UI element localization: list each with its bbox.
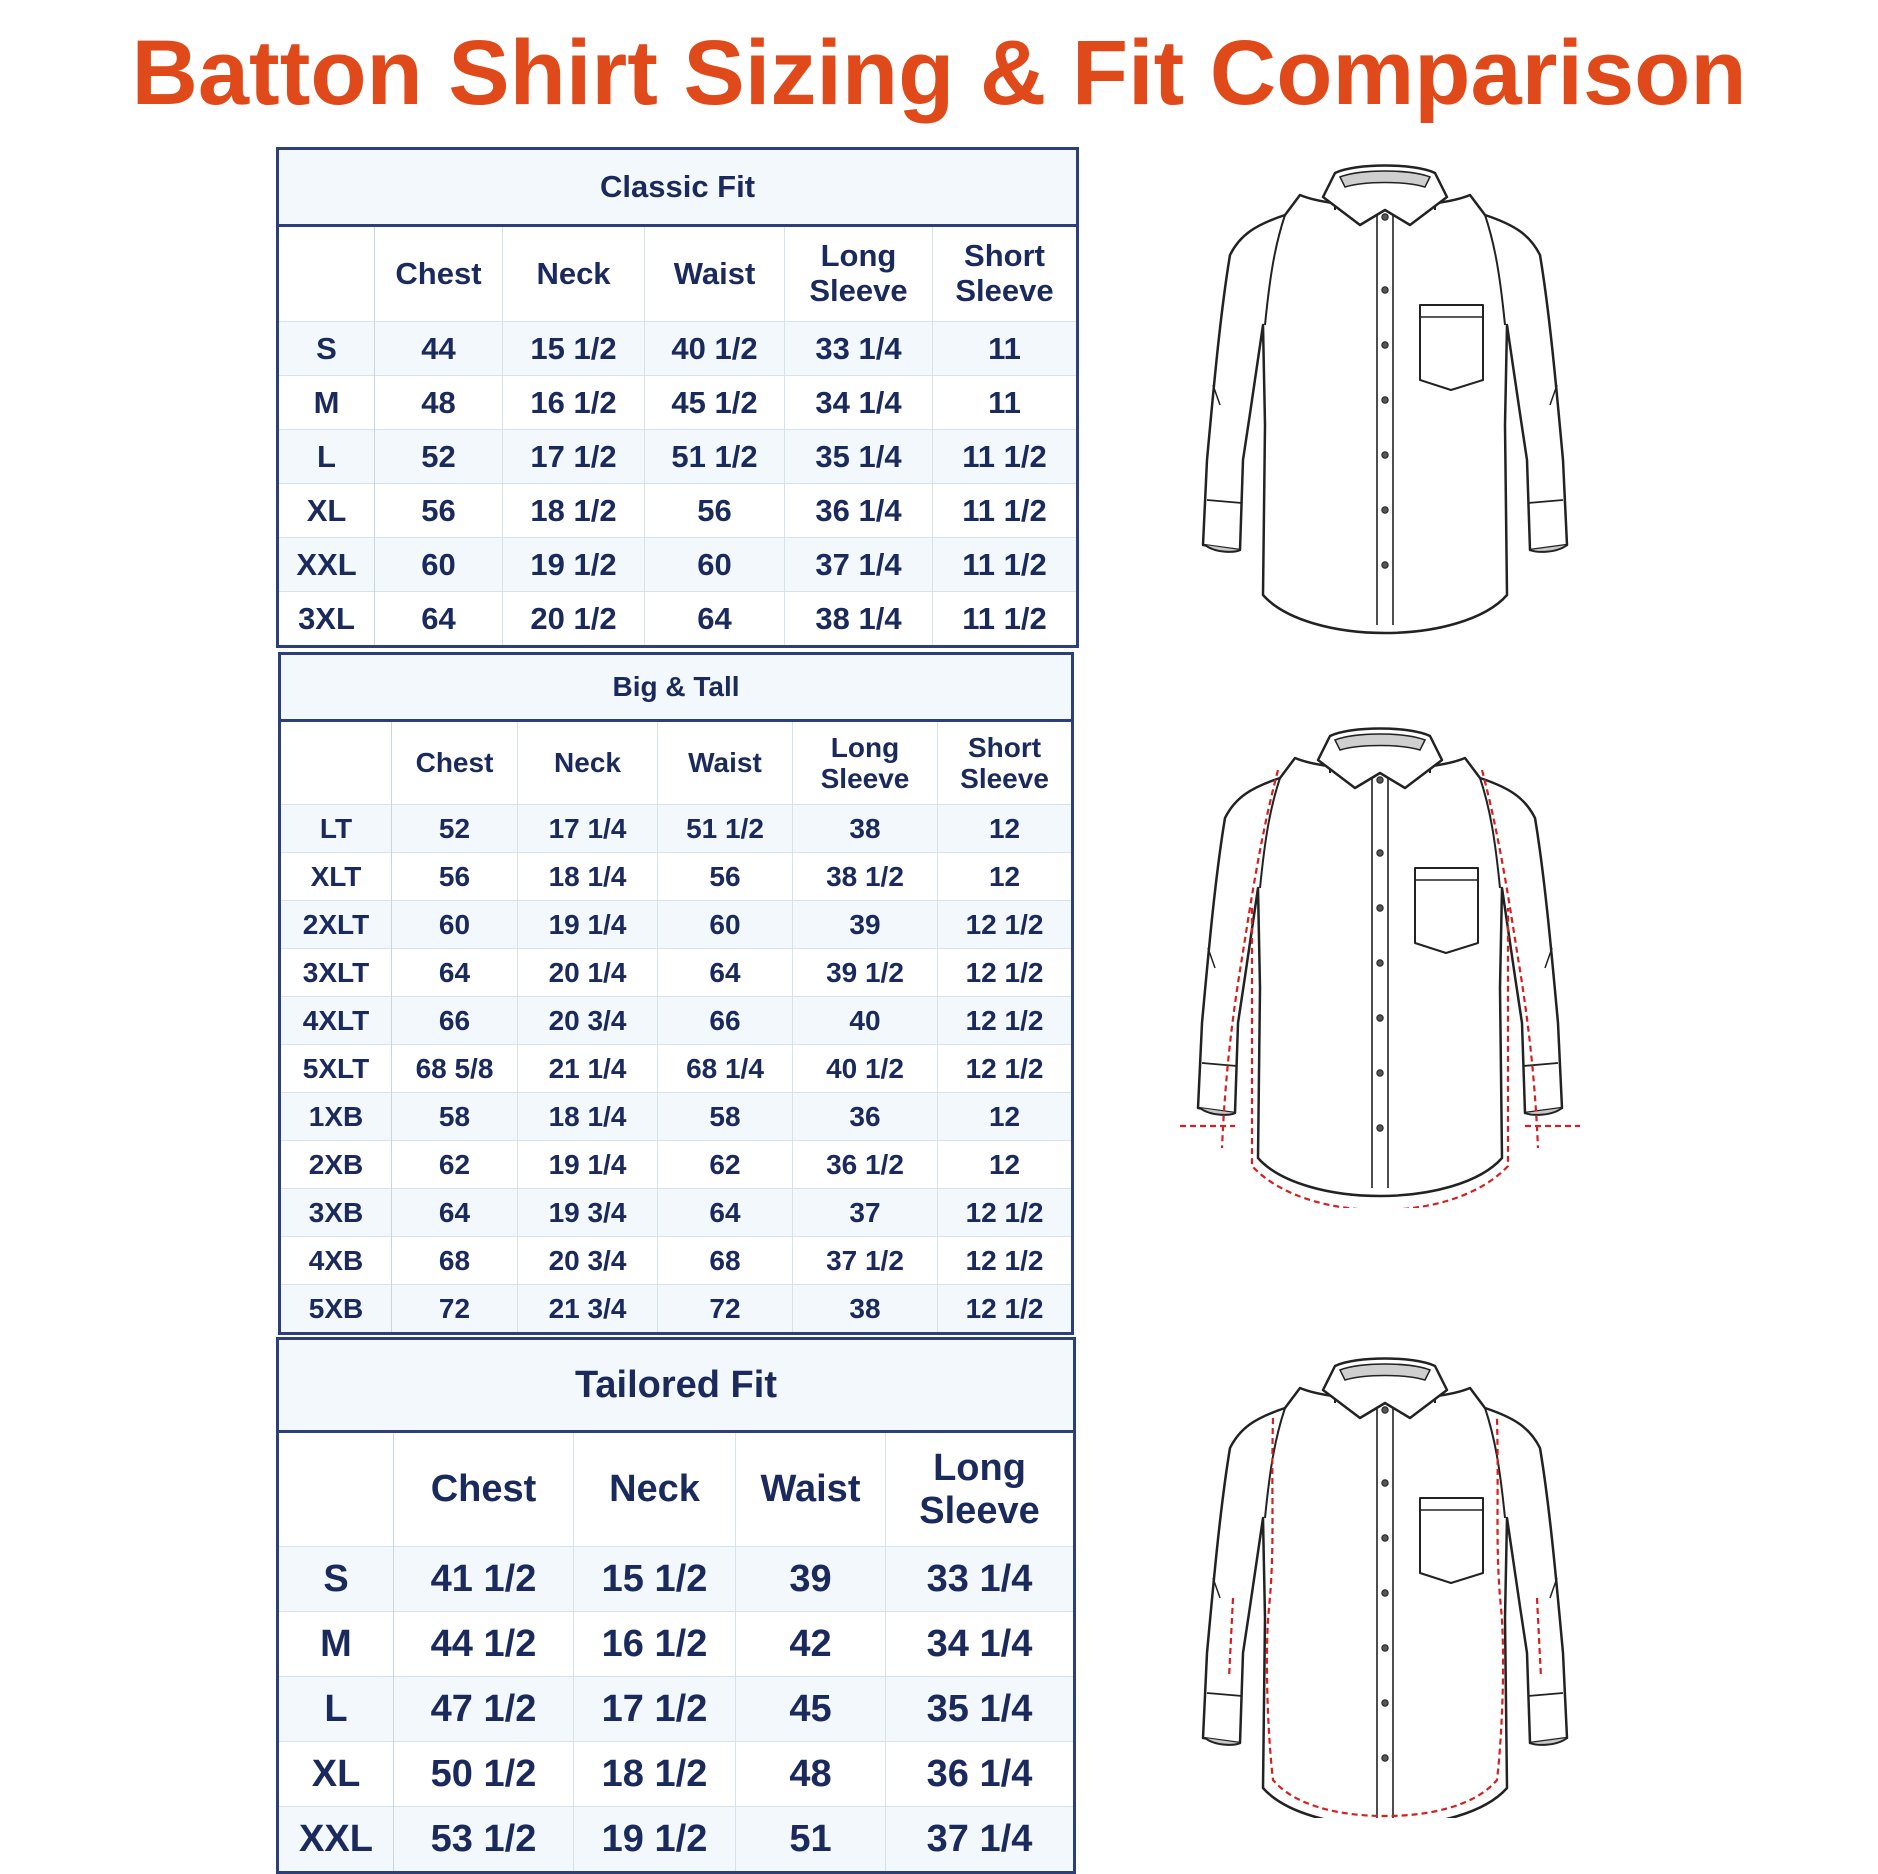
measurement-cell: 11 — [933, 376, 1078, 430]
measurement-cell: 33 1/4 — [785, 322, 933, 376]
measurement-cell: 15 1/2 — [574, 1547, 736, 1612]
measurement-cell: 36 1/4 — [785, 484, 933, 538]
measurement-cell: 41 1/2 — [394, 1547, 574, 1612]
measurement-cell: 18 1/4 — [518, 1093, 658, 1141]
measurement-cell: 47 1/2 — [394, 1677, 574, 1742]
measurement-cell: 39 — [736, 1547, 886, 1612]
size-label: L — [278, 430, 375, 484]
table-row — [280, 997, 1073, 1045]
table-row — [280, 805, 1073, 853]
column-header: Long Sleeve — [793, 721, 938, 805]
size-label: 2XLT — [280, 901, 392, 949]
table-row — [278, 1742, 1075, 1807]
measurement-cell: 64 — [645, 592, 785, 647]
measurement-cell: 12 1/2 — [938, 1045, 1073, 1093]
measurement-cell: 58 — [392, 1093, 518, 1141]
measurement-cell: 50 1/2 — [394, 1742, 574, 1807]
measurement-cell: 11 1/2 — [933, 430, 1078, 484]
measurement-cell: 11 — [933, 322, 1078, 376]
page-title: Batton Shirt Sizing & Fit Comparison — [131, 22, 1747, 124]
size-label: 4XLT — [280, 997, 392, 1045]
measurement-cell: 17 1/4 — [518, 805, 658, 853]
size-label: 2XB — [280, 1141, 392, 1189]
measurement-cell: 12 1/2 — [938, 1285, 1073, 1334]
size-label: 3XL — [278, 592, 375, 647]
measurement-cell: 36 1/2 — [793, 1141, 938, 1189]
measurement-cell: 64 — [658, 949, 793, 997]
measurement-cell: 72 — [392, 1285, 518, 1334]
measurement-cell: 40 1/2 — [645, 322, 785, 376]
measurement-cell: 72 — [658, 1285, 793, 1334]
measurement-cell: 35 1/4 — [886, 1677, 1075, 1742]
size-label: XL — [278, 484, 375, 538]
measurement-cell: 38 — [793, 805, 938, 853]
measurement-cell: 56 — [645, 484, 785, 538]
size-label: LT — [280, 805, 392, 853]
measurement-cell: 58 — [658, 1093, 793, 1141]
column-header: Chest — [375, 226, 503, 322]
classic-fit-table — [276, 147, 1079, 648]
measurement-cell: 64 — [375, 592, 503, 647]
column-header: Long Sleeve — [886, 1432, 1075, 1547]
measurement-cell: 44 1/2 — [394, 1612, 574, 1677]
table-row — [278, 1612, 1075, 1677]
size-label: M — [278, 1612, 394, 1677]
measurement-cell: 11 1/2 — [933, 538, 1078, 592]
measurement-cell: 12 — [938, 853, 1073, 901]
measurement-cell: 45 1/2 — [645, 376, 785, 430]
size-label: S — [278, 322, 375, 376]
size-label: XXL — [278, 538, 375, 592]
measurement-cell: 45 — [736, 1677, 886, 1742]
measurement-cell: 16 1/2 — [503, 376, 645, 430]
table-row — [280, 1237, 1073, 1285]
measurement-cell: 40 1/2 — [793, 1045, 938, 1093]
measurement-cell: 42 — [736, 1612, 886, 1677]
table-row — [278, 538, 1078, 592]
size-label: S — [278, 1547, 394, 1612]
measurement-cell: 34 1/4 — [886, 1612, 1075, 1677]
size-label: 3XB — [280, 1189, 392, 1237]
measurement-cell: 21 3/4 — [518, 1285, 658, 1334]
measurement-cell: 64 — [392, 1189, 518, 1237]
measurement-cell: 68 — [392, 1237, 518, 1285]
tailored-fit-table — [276, 1337, 1076, 1874]
measurement-cell: 19 1/4 — [518, 901, 658, 949]
measurement-cell: 12 1/2 — [938, 1237, 1073, 1285]
measurement-cell: 60 — [645, 538, 785, 592]
measurement-cell: 12 — [938, 805, 1073, 853]
table-row — [280, 1141, 1073, 1189]
table-row — [278, 430, 1078, 484]
measurement-cell: 12 1/2 — [938, 997, 1073, 1045]
measurement-cell: 16 1/2 — [574, 1612, 736, 1677]
table-caption: Big & Tall — [280, 654, 1073, 721]
column-header: Waist — [658, 721, 793, 805]
table-row — [280, 901, 1073, 949]
measurement-cell: 68 1/4 — [658, 1045, 793, 1093]
measurement-cell: 19 3/4 — [518, 1189, 658, 1237]
measurement-cell: 18 1/2 — [503, 484, 645, 538]
column-header: Chest — [392, 721, 518, 805]
measurement-cell: 17 1/2 — [574, 1677, 736, 1742]
measurement-cell: 33 1/4 — [886, 1547, 1075, 1612]
measurement-cell: 36 1/4 — [886, 1742, 1075, 1807]
size-label: L — [278, 1677, 394, 1742]
table-row — [278, 1677, 1075, 1742]
measurement-cell: 38 — [793, 1285, 938, 1334]
measurement-cell: 17 1/2 — [503, 430, 645, 484]
column-header: Waist — [645, 226, 785, 322]
column-header: Short Sleeve — [938, 721, 1073, 805]
table-row — [278, 484, 1078, 538]
measurement-cell: 66 — [658, 997, 793, 1045]
column-header: Chest — [394, 1432, 574, 1547]
measurement-cell: 60 — [375, 538, 503, 592]
measurement-cell: 64 — [658, 1189, 793, 1237]
measurement-cell: 12 1/2 — [938, 901, 1073, 949]
size-label: XXL — [278, 1807, 394, 1873]
measurement-cell: 62 — [392, 1141, 518, 1189]
column-header: Neck — [574, 1432, 736, 1547]
measurement-cell: 21 1/4 — [518, 1045, 658, 1093]
table-row — [280, 1285, 1073, 1334]
measurement-cell: 56 — [375, 484, 503, 538]
size-label: 4XB — [280, 1237, 392, 1285]
table-row — [280, 949, 1073, 997]
measurement-cell: 11 1/2 — [933, 592, 1078, 647]
measurement-cell: 39 1/2 — [793, 949, 938, 997]
measurement-cell: 37 1/2 — [793, 1237, 938, 1285]
measurement-cell: 68 5/8 — [392, 1045, 518, 1093]
measurement-cell: 56 — [658, 853, 793, 901]
measurement-cell: 39 — [793, 901, 938, 949]
table-row — [278, 592, 1078, 647]
column-header: Long Sleeve — [785, 226, 933, 322]
measurement-cell: 11 1/2 — [933, 484, 1078, 538]
measurement-cell: 51 1/2 — [645, 430, 785, 484]
table-row — [278, 1547, 1075, 1612]
table-row — [280, 1189, 1073, 1237]
measurement-cell: 52 — [375, 430, 503, 484]
measurement-cell: 34 1/4 — [785, 376, 933, 430]
measurement-cell: 56 — [392, 853, 518, 901]
measurement-cell: 37 1/4 — [886, 1807, 1075, 1873]
measurement-cell: 12 — [938, 1141, 1073, 1189]
measurement-cell: 38 1/4 — [785, 592, 933, 647]
table-row — [278, 376, 1078, 430]
size-label: M — [278, 376, 375, 430]
measurement-cell: 62 — [658, 1141, 793, 1189]
measurement-cell: 44 — [375, 322, 503, 376]
measurement-cell: 12 1/2 — [938, 949, 1073, 997]
measurement-cell: 15 1/2 — [503, 322, 645, 376]
column-header: Waist — [736, 1432, 886, 1547]
column-header: Neck — [518, 721, 658, 805]
column-header — [278, 1432, 394, 1547]
table-caption: Classic Fit — [278, 149, 1078, 226]
column-header — [280, 721, 392, 805]
column-header: Short Sleeve — [933, 226, 1078, 322]
measurement-cell: 37 — [793, 1189, 938, 1237]
size-label: 1XB — [280, 1093, 392, 1141]
table-caption: Tailored Fit — [278, 1339, 1075, 1432]
measurement-cell: 36 — [793, 1093, 938, 1141]
tailored-fit-shirt-icon — [1180, 1348, 1590, 1818]
measurement-cell: 66 — [392, 997, 518, 1045]
column-header: Neck — [503, 226, 645, 322]
table-row — [280, 1093, 1073, 1141]
table-row — [278, 322, 1078, 376]
size-label: 5XLT — [280, 1045, 392, 1093]
table-row — [278, 1807, 1075, 1873]
measurement-cell: 53 1/2 — [394, 1807, 574, 1873]
column-header — [278, 226, 375, 322]
measurement-cell: 20 1/4 — [518, 949, 658, 997]
measurement-cell: 48 — [736, 1742, 886, 1807]
table-row — [280, 1045, 1073, 1093]
measurement-cell: 12 1/2 — [938, 1189, 1073, 1237]
big-tall-table — [278, 652, 1074, 1335]
measurement-cell: 40 — [793, 997, 938, 1045]
measurement-cell: 12 — [938, 1093, 1073, 1141]
measurement-cell: 51 1/2 — [658, 805, 793, 853]
size-label: XL — [278, 1742, 394, 1807]
measurement-cell: 35 1/4 — [785, 430, 933, 484]
measurement-cell: 19 1/4 — [518, 1141, 658, 1189]
size-label: XLT — [280, 853, 392, 901]
measurement-cell: 38 1/2 — [793, 853, 938, 901]
measurement-cell: 68 — [658, 1237, 793, 1285]
size-label: 5XB — [280, 1285, 392, 1334]
measurement-cell: 60 — [658, 901, 793, 949]
measurement-cell: 18 1/2 — [574, 1742, 736, 1807]
measurement-cell: 37 1/4 — [785, 538, 933, 592]
measurement-cell: 19 1/2 — [574, 1807, 736, 1873]
measurement-cell: 60 — [392, 901, 518, 949]
table-row — [280, 853, 1073, 901]
measurement-cell: 20 1/2 — [503, 592, 645, 647]
measurement-cell: 20 3/4 — [518, 1237, 658, 1285]
measurement-cell: 48 — [375, 376, 503, 430]
measurement-cell: 64 — [392, 949, 518, 997]
measurement-cell: 20 3/4 — [518, 997, 658, 1045]
measurement-cell: 52 — [392, 805, 518, 853]
size-label: 3XLT — [280, 949, 392, 997]
classic-fit-shirt-icon — [1180, 155, 1590, 635]
measurement-cell: 18 1/4 — [518, 853, 658, 901]
measurement-cell: 19 1/2 — [503, 538, 645, 592]
measurement-cell: 51 — [736, 1807, 886, 1873]
big-tall-shirt-icon — [1160, 718, 1600, 1208]
